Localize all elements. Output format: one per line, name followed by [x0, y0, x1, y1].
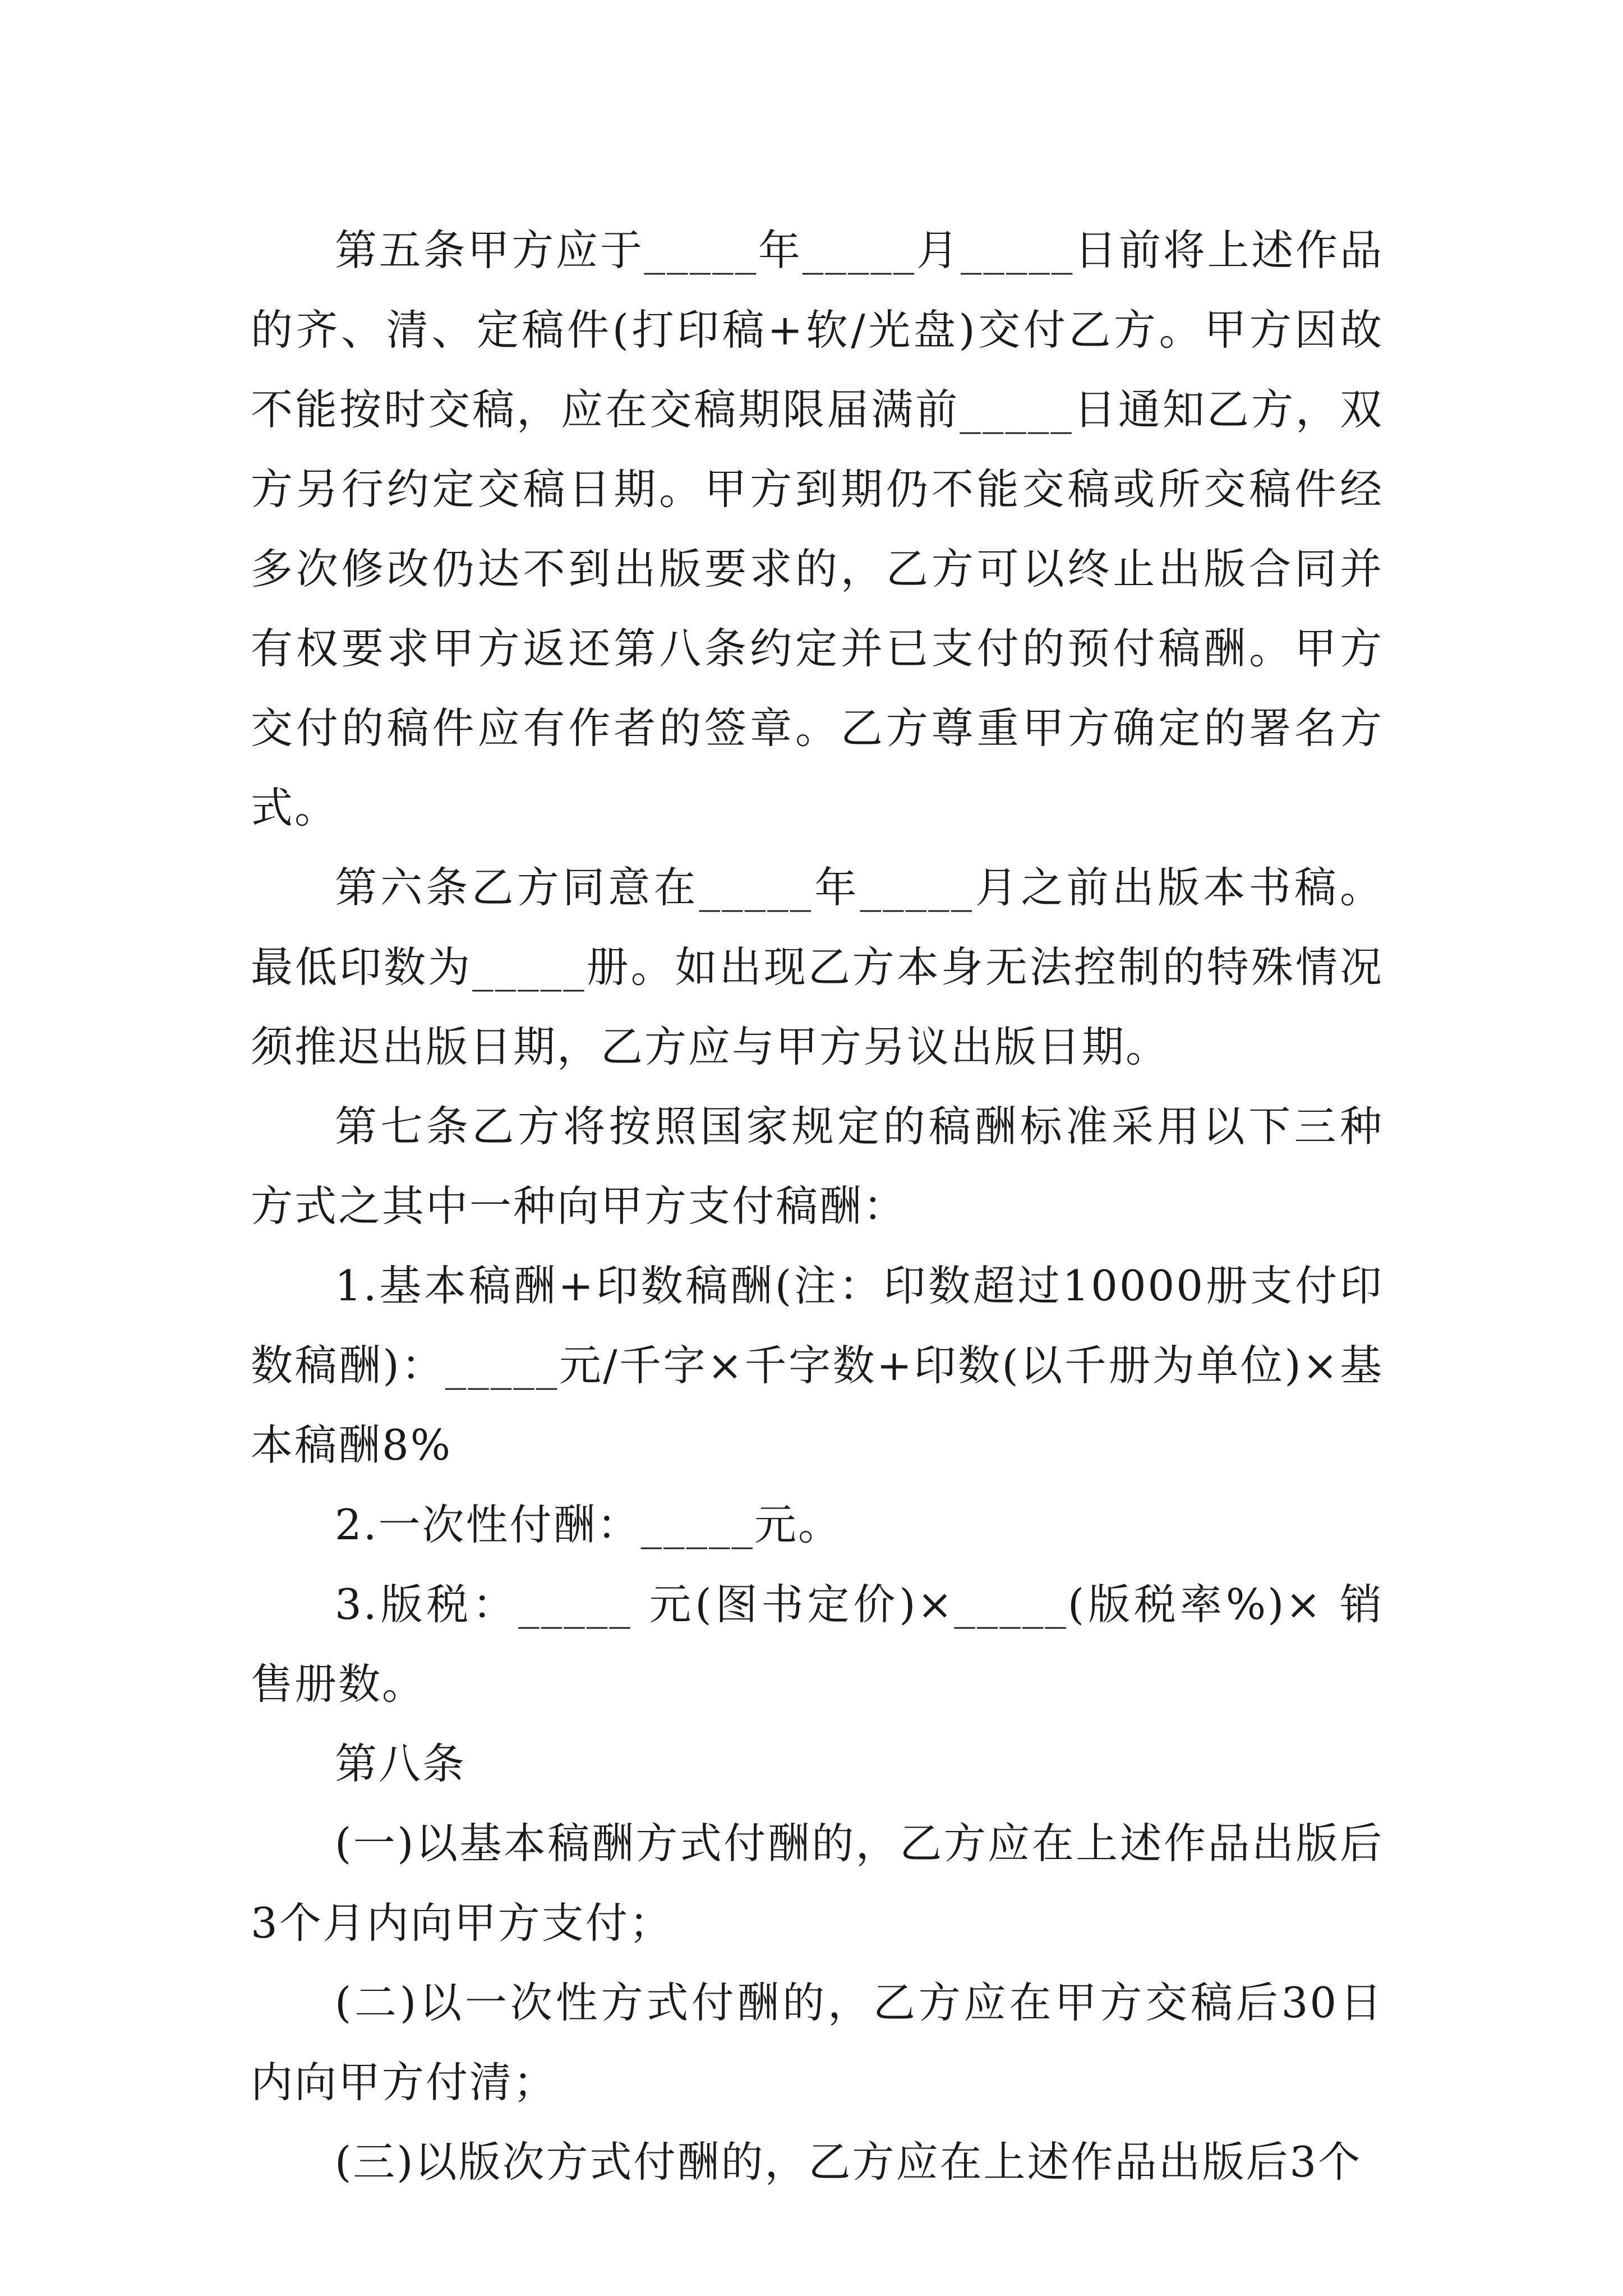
article-6-paragraph: 第六条乙方同意在_____年_____月之前出版本书稿。最低印数为_____册。如出现乙方本身无法控制的特殊情况须推迟出版日期，乙方应与甲方另议出版日期。	[251, 863, 1384, 1071]
article-5-paragraph: 第五条甲方应于_____年_____月_____日前将上述作品的齐、清、定稿件(打印稿+软/光盘)交付乙方。甲方因故不能按时交稿，应在交稿期限届满前_____日通知乙方，双方另行约定交稿日期。甲方到期仍不能交稿或所交稿件经多次修改仍达不到出版要求的，乙方可以终止出版合同并有权要求甲方返还第八条约定并已支付的预付稿酬。甲方交付的稿件应有作者的签章。乙方尊重甲方确定的署名方式。	[251, 226, 1384, 832]
article-8-item-2: (二)以一次性方式付酬的，乙方应在甲方交稿后30日内向甲方付清；	[251, 1978, 1384, 2107]
payment-option-2: 2.一次性付酬：_____元。	[335, 1500, 842, 1549]
article-8-item-3: (三)以版次方式付酬的，乙方应在上述作品出版后3个	[335, 2137, 1362, 2187]
article-7-paragraph: 第七条乙方将按照国家规定的稿酬标准采用以下三种方式之其中一种向甲方支付稿酬：	[251, 1102, 1384, 1231]
document-page	[251, 210, 1384, 2202]
payment-option-1: 1.基本稿酬+印数稿酬(注：印数超过10000册支付印数稿酬)：_____元/千字×千字数+印数(以千册为单位)×基本稿酬8%	[251, 1261, 1384, 1470]
payment-option-3: 3.版税：_____ 元(图书定价)×_____(版税率%)× 销售册数。	[251, 1580, 1384, 1709]
article-8-heading: 第八条	[335, 1739, 467, 1788]
article-8-item-1: (一)以基本稿酬方式付酬的，乙方应在上述作品出版后3个月内向甲方支付；	[251, 1819, 1384, 1948]
